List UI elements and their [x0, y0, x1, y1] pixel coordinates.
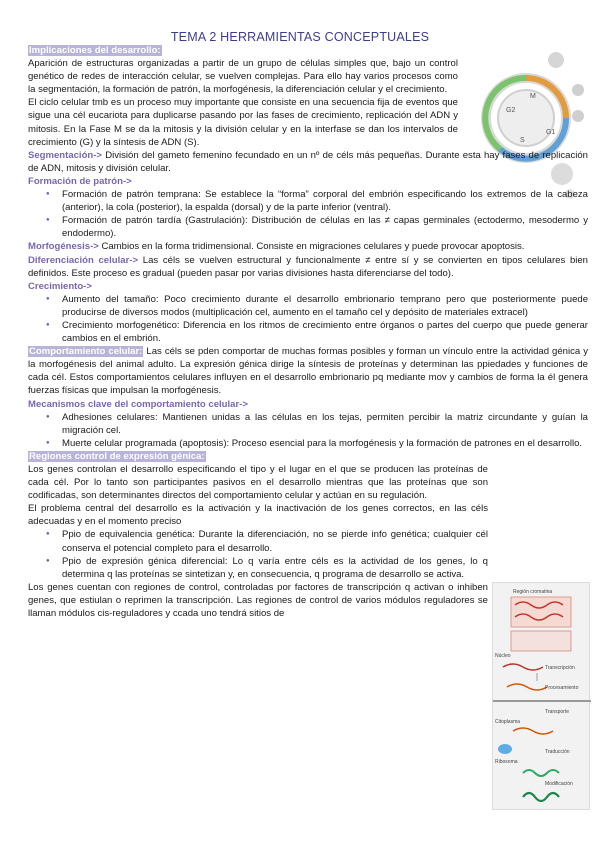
paragraph-regiones-control: Los genes cuentan con regiones de control, controladas por factores de transcripción q activan o inhiben genes, que estiulan o reprimen la transcripción. Las regiones de control de varios módulos reguladores se llaman módulos cis-reguladores y ccada uno tendrá sitios de — [28, 581, 488, 620]
paragraph-segmentacion — [28, 149, 588, 175]
fig-label-chromatin: Región cromatina — [513, 589, 553, 595]
paragraph-genes-controlan: Los genes controlan el desarrollo especificando el tipo y el lugar en el que se producen las proteínas de cada cél. Por lo tanto son participantes pasivos en el desarrollo mientras que las proteínas que son codificadas, son determinantes directos del comportamiento celular y actúan en su regulación. — [28, 464, 488, 502]
list-item: ● Formación de patrón tardía (Gastrulación): Distribución de células en las ≠ capas germinales (ectodermo, mesodermo y endodermo). — [28, 214, 588, 240]
document-body — [28, 44, 588, 620]
section-comportamiento — [28, 345, 588, 450]
text-diferenciacion: Las céls se vuelven estructural y funcionalmente ≠ entre sí y se convierten en tipos celulares bien definidos. Este proceso es gradual (pueden pasar por varias divisiones hasta diferenciarse del todo). — [28, 254, 588, 279]
paragraph-diferenciacion — [28, 254, 588, 280]
paragraph-implicaciones: Aparición de estructuras organizadas a partir de un grupo de células simples que, bajo un control genético de redes de interacción celular, se vuelven complejas. Para ello hay varios procesos como la segmentación, la formación de patrón, la morfogénesis, la diferenciación celular y el crecimiento. — [28, 58, 458, 96]
fig-label-nucleus: Núcleo — [495, 653, 511, 659]
label-segmentacion: Segmentación-> — [28, 149, 103, 161]
section-regiones-control — [28, 450, 588, 620]
text-comportamiento: Las céls se pden comportar de muchas formas posibles y forman un vínculo entre la actividad génica y la morfogénesis del animal adulto. La expresión génica dirige la síntesis de proteínas y determinan las ppiedades y funciones de cada cél. Estos comportamientos celulares influyen en el desarrollo embrionario pq mediante mov y cambios de forma la él genera fuerzas físicas que impulsan la morfogénesis. — [28, 346, 588, 397]
fig-label-translation: Traducción — [545, 749, 570, 755]
text-morfogenesis: Cambios en la forma tridimensional. Consiste en migraciones celulares y puede provocar apoptosis. — [98, 241, 525, 253]
paragraph-problema-central: El problema central del desarrollo es la activación y la inactivación de los genes correctos, en las céls adecuadas y en el momento preciso — [28, 503, 488, 528]
heading-implicaciones: Implicaciones del desarrollo: — [29, 45, 161, 56]
ribosome-shape — [498, 744, 512, 754]
mrna-strand-1 — [507, 684, 547, 690]
fig-label-modification: Modificación — [545, 781, 573, 787]
list-item: ● Ppio de expresión génica diferencial: Lo q varía entre céls es la actividad de los genes, lo q determina q las proteínas se sintetizan y, en consecuencia, q programa de desarrollo se activa. — [28, 555, 488, 581]
label-crecimiento: Crecimiento-> — [28, 280, 92, 292]
list-item: ● Muerte celular programada (apoptosis): Proceso esencial para la morfogénesis y la formación de patrones en el desarrollo. — [28, 437, 588, 450]
list-item: ● Adhesiones celulares: Mantienen unidas a las células en los tejas, permiten percibir la matriz circundante y guían la migración cel. — [28, 411, 588, 437]
fig-label-transport: Transporte — [545, 709, 569, 715]
heading-comportamiento: Comportamiento celular: — [29, 346, 143, 358]
cycle-label-g2: G2 — [506, 107, 516, 114]
fig-label-cytoplasm: Citoplasma — [495, 719, 521, 725]
list-item: ● Formación de patrón temprana: Se establece la “forma” corporal del embrión especificando los extremos de la cabeza (anterior), la cola (posterior), la espalda (dorsal) y de la parte inferior (ventral). — [28, 188, 588, 214]
list-crecimiento — [28, 293, 588, 345]
protein-chain — [523, 770, 559, 776]
label-mecanismos: Mecanismos clave del comportamiento celular-> — [28, 398, 248, 410]
paragraph-ciclo-celular: El ciclo celular tmb es un proceso muy importante que consiste en una secuencia fija de eventos que sigue una cél eucariota para duplicarse pasando por las fases de crecimiento, replicación del ADN y mitosis. En la Fase M se da la mitosis y la división celular y en la interfase se dan los intervalos de crecimiento (G) y la síntesis de ADN (S). — [28, 97, 458, 148]
label-diferenciacion: Diferenciación celular-> — [28, 254, 139, 266]
cycle-label-g1: G1 — [546, 129, 556, 136]
folded-protein — [523, 793, 559, 801]
list-formacion-patron — [28, 188, 588, 240]
nucleus-box — [511, 631, 571, 651]
label-formacion-patron: Formación de patrón-> — [28, 175, 132, 187]
fig-label-transcription: Transcripción — [545, 665, 575, 671]
paragraph-morfogenesis — [28, 240, 588, 253]
cycle-label-s: S — [520, 137, 525, 144]
list-principios — [28, 528, 488, 580]
dna-strand-1 — [503, 664, 543, 670]
label-morfogenesis: Morfogénesis-> — [28, 241, 99, 253]
text-segmentacion: División del gameto femenino fecundado en un nº de céls más pequeñas. Durante esta hay fases de replicación de ADN, mitosis y división celular. — [28, 149, 588, 174]
list-item: ● Crecimiento morfogenético: Diferencia en los ritmos de crecimiento entre órganos o partes del cuerpo que puede generar cambios en el embrión. — [28, 319, 588, 345]
list-mecanismos — [28, 411, 588, 450]
list-item: ● Ppio de equivalencia genética: Durante la diferenciación, no se pierde info genética; cualquier cél conserva el potencial completo para el desarrollo. — [28, 528, 488, 554]
section-implicaciones — [28, 44, 588, 345]
fig-label-processing: Procesamiento — [545, 685, 579, 691]
cycle-label-m: M — [530, 93, 536, 100]
page-title: TEMA 2 HERRAMIENTAS CONCEPTUALES — [170, 30, 430, 44]
heading-regiones-control: Regiones control de expresión génica: — [29, 450, 205, 462]
mrna-strand-2 — [513, 728, 553, 734]
list-item: ● Aumento del tamaño: Poco crecimiento durante el desarrollo embrionario temprano pero que posteriormente puede producirse de diversos modos (multiplicación cel, aumento en el tamaño cel y depósito de materiales extracel) — [28, 293, 588, 319]
fig-label-ribosome: Ribosoma — [495, 759, 518, 765]
paragraph-comportamiento — [28, 345, 588, 397]
